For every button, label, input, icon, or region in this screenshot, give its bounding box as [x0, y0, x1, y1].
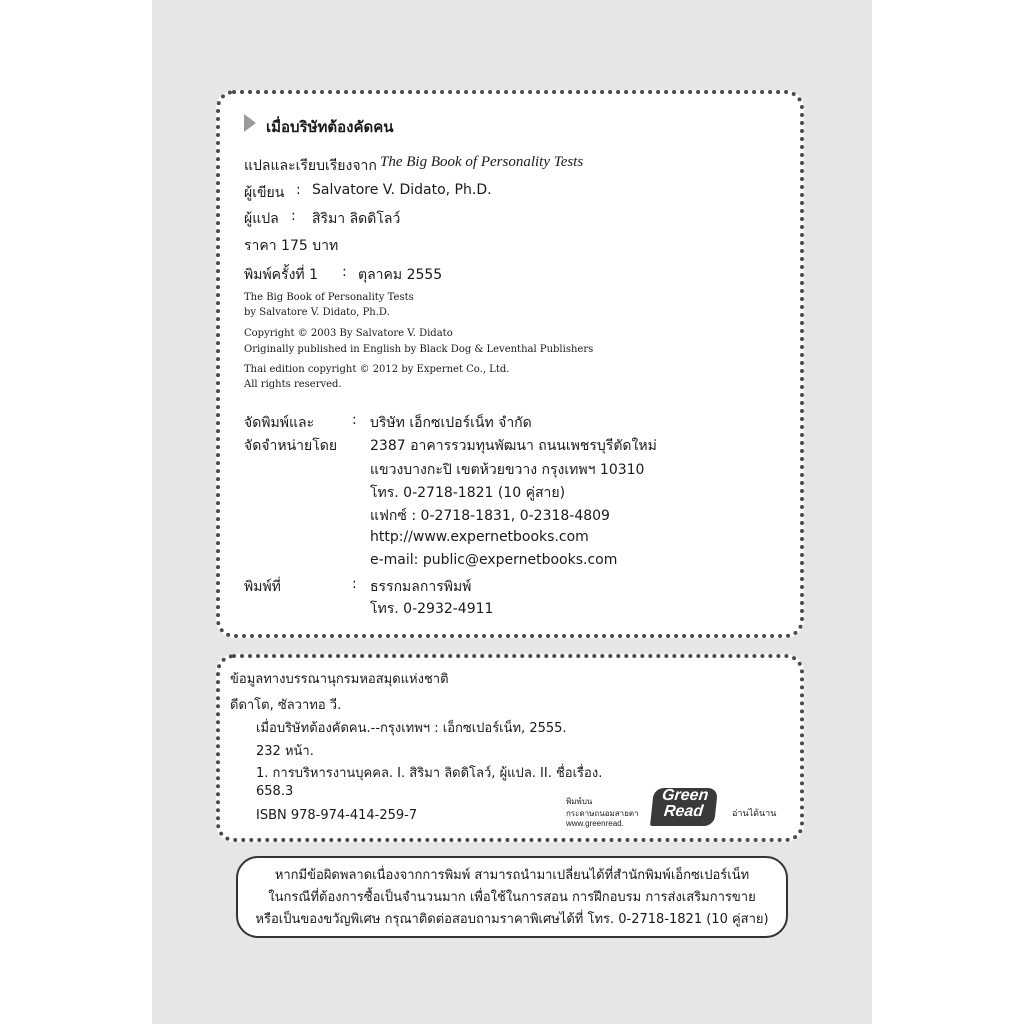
email-link[interactable]: e-mail: public@expernetbooks.com [370, 552, 618, 568]
notice-line: ในกรณีที่ต้องการซื้อเป็นจำนวนมาก เพื่อใช้ในการสอน การฝึกอบรม การส่งเสริมการขาย [268, 890, 756, 905]
cataloging-author: ดีดาโต, ซัลวาทอ วี. [230, 698, 342, 713]
website-link[interactable]: http://www.expernetbooks.com [370, 529, 589, 545]
cataloging-line: 232 หน้า. [256, 744, 314, 759]
publisher-name: บริษัท เอ็กซเปอร์เน็ท จำกัด [370, 415, 532, 431]
separator: : [352, 576, 357, 592]
heading-arrow-icon [244, 114, 256, 132]
copyright-line: by Salvatore V. Didato, Ph.D. [244, 307, 390, 318]
greenread-logo-icon [650, 788, 718, 826]
cataloging-title: ข้อมูลทางบรรณานุกรมหอสมุดแห่งชาติ [230, 672, 449, 687]
separator: : [342, 264, 347, 280]
printer-phone: โทร. 0-2932-4911 [370, 601, 494, 617]
separator: : [291, 208, 296, 224]
copyright-line: Thai edition copyright © 2012 by Expernet Co., Ltd. [244, 364, 510, 375]
translated-from-label: แปลและเรียบเรียงจาก [244, 158, 377, 174]
isbn: ISBN 978-974-414-259-7 [256, 808, 418, 823]
author-name: Salvatore V. Didato, Ph.D. [312, 182, 492, 198]
logo-right-text: อ่านได้นาน [732, 808, 777, 818]
copyright-line: Copyright © 2003 By Salvatore V. Didato [244, 328, 453, 339]
separator: : [352, 412, 357, 428]
original-title: The Big Book of Personality Tests [380, 154, 584, 170]
price: ราคา 175 บาท [244, 238, 339, 254]
logo-badge-top: Green [661, 787, 710, 804]
cataloging-line: 1. การบริหารงานบุคคล. I. สิริมา ลิดดิโลว์, ผู้แปล. II. ชื่อเรื่อง. [256, 766, 603, 781]
logo-text-line: พิมพ์บน [566, 797, 593, 806]
edition-date: ตุลาคม 2555 [358, 267, 443, 283]
address-line: แขวงบางกะปิ เขตห้วยขวาง กรุงเทพฯ 10310 [370, 462, 645, 478]
cataloging-line: 658.3 [256, 784, 294, 799]
separator: : [296, 182, 301, 198]
notice-line: หรือเป็นของขวัญพิเศษ กรุณาติดต่อสอบถามราคาพิเศษได้ที่ โทร. 0-2718-1821 (10 คู่สาย) [255, 912, 769, 927]
copyright-line: Originally published in English by Black Dog & Leventhal Publishers [244, 344, 594, 355]
cataloging-line: เมื่อบริษัทต้องคัดคน.--กรุงเทพฯ : เอ็กซเปอร์เน็ท, 2555. [256, 721, 567, 736]
publisher-label: จัดพิมพ์และ [244, 415, 315, 431]
logo-text-line: www.greenread. [566, 819, 624, 828]
translator-label: ผู้แปล [244, 211, 279, 227]
logo-badge-bottom: Read [663, 803, 704, 820]
notice-line: หากมีข้อผิดพลาดเนื่องจากการพิมพ์ สามารถนำมาเปลี่ยนได้ที่สำนักพิมพ์เอ็กซเปอร์เน็ท [274, 868, 750, 883]
fax-line: แฟกซ์ : 0-2718-1831, 0-2318-4809 [370, 508, 610, 524]
printer-label: พิมพ์ที่ [244, 579, 281, 595]
printer-name: ธรรกมลการพิมพ์ [370, 579, 472, 595]
copyright-line: The Big Book of Personality Tests [244, 292, 414, 303]
author-label: ผู้เขียน [244, 185, 285, 201]
translator-name: สิริมา ลิดดิโลว์ [312, 211, 401, 227]
copyright-line: All rights reserved. [244, 379, 342, 390]
address-line: 2387 อาคารรวมทุนพัฒนา ถนนเพชรบุรีตัดใหม่ [370, 438, 657, 454]
distributor-label: จัดจำหน่ายโดย [244, 438, 338, 454]
phone-line: โทร. 0-2718-1821 (10 คู่สาย) [370, 485, 566, 501]
logo-text-line: กระดาษถนอมสายตา [566, 809, 639, 818]
edition-label: พิมพ์ครั้งที่ 1 [244, 267, 318, 283]
book-title-heading: เมื่อบริษัทต้องคัดคน [266, 118, 394, 136]
